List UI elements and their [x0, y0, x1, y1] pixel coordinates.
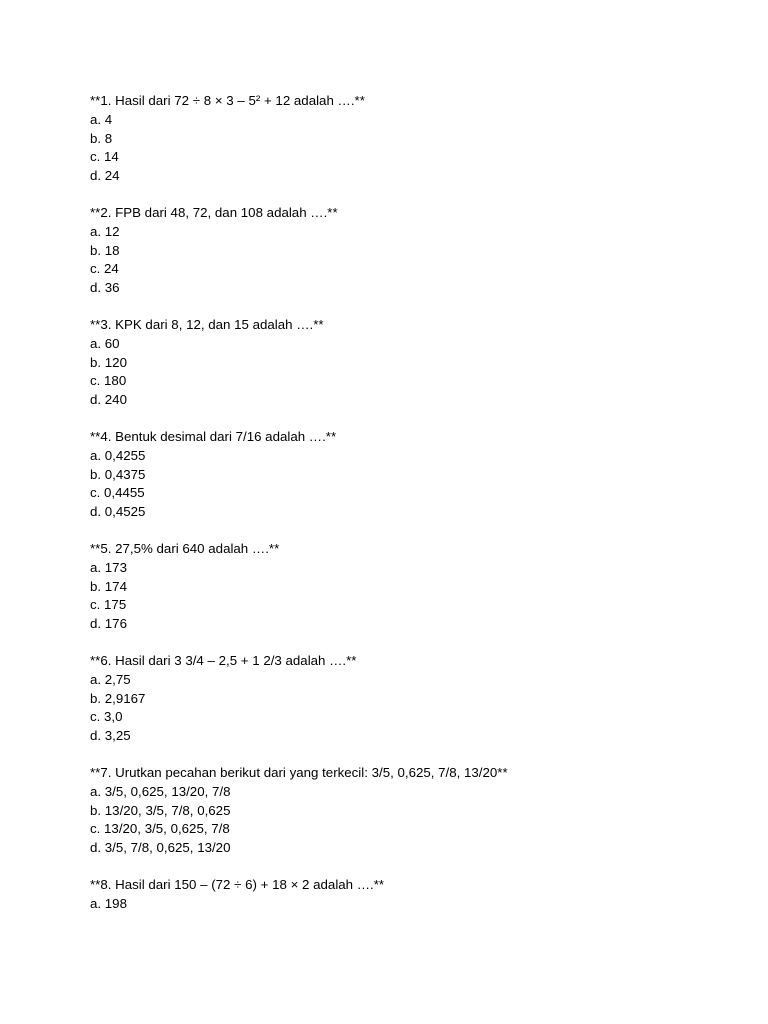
option-b: b. 174: [90, 578, 127, 594]
option-a: a. 60: [90, 335, 120, 351]
question-6: [90, 652, 730, 746]
question-2: [90, 204, 730, 298]
question-text: **3. KPK dari 8, 12, dan 15 adalah ….**: [90, 316, 324, 332]
question-text: **4. Bentuk desimal dari 7/16 adalah ….**: [90, 428, 337, 444]
option-a: a. 3/5, 0,625, 13/20, 7/8: [90, 783, 231, 799]
option-a: a. 173: [90, 559, 127, 575]
question-3: [90, 316, 730, 410]
option-c: c. 3,0: [90, 709, 123, 725]
question-4: [90, 428, 730, 522]
question-text: **5. 27,5% dari 640 adalah ….**: [90, 540, 280, 556]
option-b: b. 13/20, 3/5, 7/8, 0,625: [90, 802, 231, 818]
option-c: c. 180: [90, 373, 127, 389]
option-a: a. 12: [90, 223, 120, 239]
question-text: **1. Hasil dari 72 ÷ 8 × 3 – 5² + 12 adalah ….**: [90, 93, 365, 108]
option-d: d. 0,4525: [90, 504, 146, 520]
option-d: d. 3,25: [90, 728, 131, 744]
option-c: c. 0,4455: [90, 485, 145, 501]
option-a: a. 0,4255: [90, 447, 146, 463]
question-8: [90, 876, 730, 914]
option-c: c. 14: [90, 149, 119, 165]
option-d: d. 24: [90, 168, 120, 184]
option-d: d. 240: [90, 392, 127, 408]
option-d: d. 3/5, 7/8, 0,625, 13/20: [90, 840, 231, 856]
option-a: a. 198: [90, 895, 127, 911]
option-a: a. 4: [90, 111, 113, 127]
question-7: [90, 764, 730, 858]
option-d: d. 176: [90, 616, 127, 632]
question-text: **8. Hasil dari 150 – (72 ÷ 6) + 18 × 2 adalah ….**: [90, 876, 385, 892]
question-text: **2. FPB dari 48, 72, dan 108 adalah ….**: [90, 204, 338, 220]
option-c: c. 13/20, 3/5, 0,625, 7/8: [90, 821, 230, 837]
option-b: b. 120: [90, 354, 127, 370]
question-text: **6. Hasil dari 3 3/4 – 2,5 + 1 2/3 adalah ….**: [90, 652, 357, 668]
option-b: b. 0,4375: [90, 466, 146, 482]
option-b: b. 8: [90, 130, 113, 146]
question-list: [90, 92, 730, 931]
option-a: a. 2,75: [90, 671, 131, 687]
question-5: [90, 540, 730, 634]
question-1: [90, 92, 730, 186]
option-b: b. 18: [90, 242, 120, 258]
option-b: b. 2,9167: [90, 690, 146, 706]
option-d: d. 36: [90, 280, 120, 296]
question-text: **7. Urutkan pecahan berikut dari yang terkecil: 3/5, 0,625, 7/8, 13/20**: [90, 764, 508, 780]
option-c: c. 24: [90, 261, 119, 277]
option-c: c. 175: [90, 597, 127, 613]
